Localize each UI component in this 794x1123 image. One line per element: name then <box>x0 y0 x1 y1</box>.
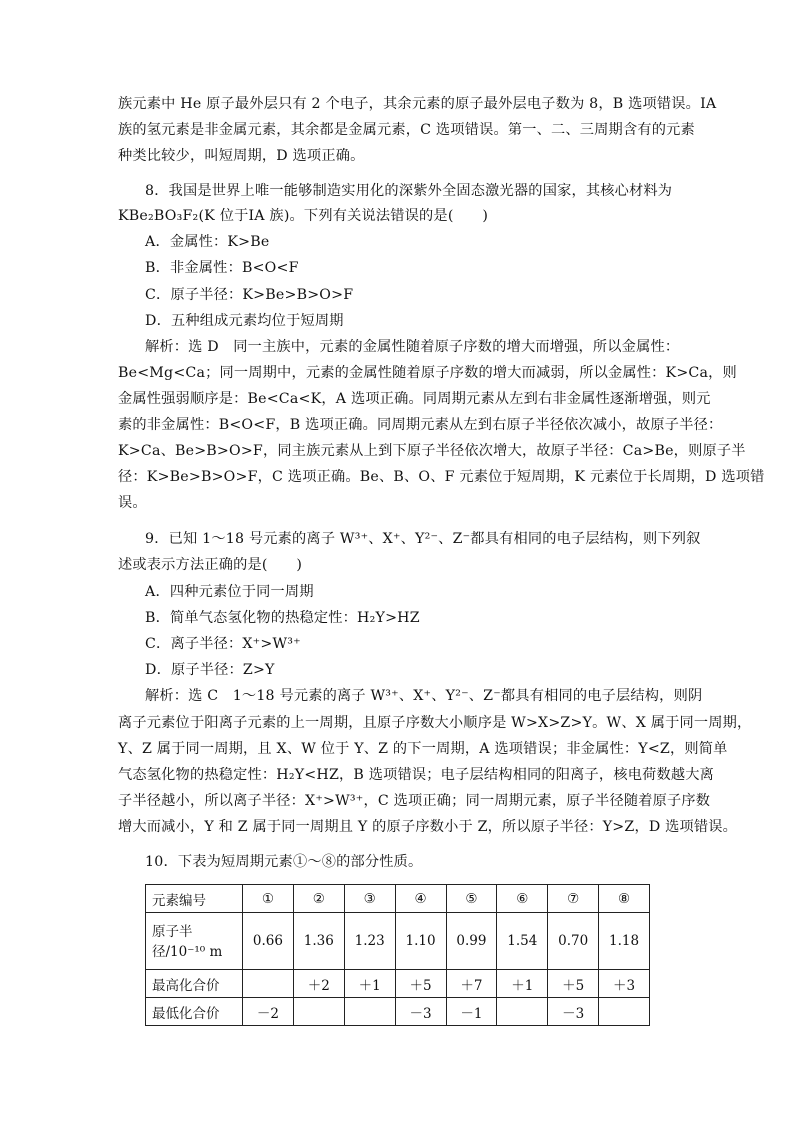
table-cell <box>344 998 395 1026</box>
question-9-stem: 述或表示方法正确的是( ) <box>118 557 303 573</box>
analysis-8: 径：K>Be>B>O>F，C 选项正确。Be、B、O、F 元素位于短周期，K 元素位于长周期，D 选项错 <box>118 469 765 485</box>
table-cell: 0.70 <box>548 913 599 970</box>
table-cell: 1.36 <box>293 913 344 970</box>
option-b: B．简单气态氢化物的热稳定性：H₂Y>HZ <box>145 610 420 626</box>
table-cell: 1.54 <box>497 913 548 970</box>
table-cell: －3 <box>395 998 446 1026</box>
analysis-8: K>Ca、Be>B>O>F，同主族元素从上到下原子半径依次增大，故原子半径：Ca>Be，则原子半 <box>118 443 746 459</box>
table-cell: 0.99 <box>446 913 497 970</box>
element-properties-table <box>145 884 650 1026</box>
table-cell: 1.10 <box>395 913 446 970</box>
table-cell: ③ <box>344 885 395 913</box>
question-8-stem: 8．我国是世界上唯一能够制造实用化的深紫外全固态激光器的国家，其核心材料为 <box>145 183 673 199</box>
table-row <box>146 998 650 1026</box>
table-row <box>146 970 650 998</box>
table-cell: ④ <box>395 885 446 913</box>
table-cell: ＋2 <box>293 970 344 998</box>
analysis-9: 增大而减小，Y 和 Z 属于同一周期且 Y 的原子序数小于 Z，所以原子半径：Y>Z，D 选项错误。 <box>118 819 738 835</box>
table-row <box>146 885 650 913</box>
option-d: D．五种组成元素均位于短周期 <box>145 313 344 329</box>
option-a: A．金属性：K>Be <box>145 234 270 250</box>
table-cell: ＋1 <box>344 970 395 998</box>
option-c: C．离子半径：X⁺>W³⁺ <box>145 636 301 652</box>
option-b: B．非金属性：B<O<F <box>145 260 299 276</box>
table-cell: ⑦ <box>548 885 599 913</box>
table-cell: ① <box>243 885 294 913</box>
text-line: 族元素中 He 原子最外层只有 2 个电子，其余元素的原子最外层电子数为 8，B 选项错误。ⅠA <box>118 96 717 112</box>
table-cell: ② <box>293 885 344 913</box>
row-header: 元素编号 <box>146 885 243 913</box>
table-cell <box>497 998 548 1026</box>
row-header: 最低化合价 <box>146 998 243 1026</box>
row-header: 最高化合价 <box>146 970 243 998</box>
table-cell: －1 <box>446 998 497 1026</box>
option-d: D．原子半径：Z>Y <box>145 662 275 678</box>
table-cell: ⑥ <box>497 885 548 913</box>
table-cell: ⑧ <box>599 885 650 913</box>
analysis-9: 子半径越小，所以离子半径：X⁺>W³⁺，C 选项正确；同一周期元素，原子半径随着原子序数 <box>118 793 711 809</box>
question-8-stem: KBe₂BO₃F₂(K 位于ⅠA 族)。下列有关说法错误的是( ) <box>118 208 489 224</box>
text-line: 种类比较少，叫短周期，D 选项正确。 <box>118 148 365 164</box>
table-cell: 0.66 <box>243 913 294 970</box>
option-c: C．原子半径：K>Be>B>O>F <box>145 287 354 303</box>
analysis-8: Be<Mg<Ca；同一周期中，元素的金属性随着原子序数的增大而减弱，所以金属性：K>Ca，则 <box>118 365 737 381</box>
question-10-stem: 10．下表为短周期元素①～⑧的部分性质。 <box>145 854 423 870</box>
table-cell: ＋5 <box>548 970 599 998</box>
analysis-8: 金属性强弱顺序是：Be<Ca<K，A 选项正确。同周期元素从左到右非金属性逐渐增强，则元 <box>118 391 711 407</box>
table-cell: －3 <box>548 998 599 1026</box>
row-header: 原子半径/10⁻¹⁰ m <box>146 913 243 970</box>
analysis-9: 气态氢化物的热稳定性：H₂Y<HZ，B 选项错误；电子层结构相同的阳离子，核电荷数越大离 <box>118 767 715 783</box>
table-cell: ＋5 <box>395 970 446 998</box>
analysis-9: 解析：选 C 1～18 号元素的离子 W³⁺、X⁺、Y²⁻、Z⁻都具有相同的电子层结构，则阴 <box>145 688 703 704</box>
table-cell: ＋1 <box>497 970 548 998</box>
analysis-8: 误。 <box>118 495 147 511</box>
analysis-8: 解析：选 D 同一主族中，元素的金属性随着原子序数的增大而增强，所以金属性： <box>145 339 680 355</box>
table-cell: 1.23 <box>344 913 395 970</box>
table-cell: ⑤ <box>446 885 497 913</box>
table-cell <box>243 970 294 998</box>
table-cell: ＋7 <box>446 970 497 998</box>
analysis-8: 素的非金属性：B<O<F，B 选项正确。同周期元素从左到右原子半径依次减小，故原子半径： <box>118 417 723 433</box>
table-row <box>146 913 650 970</box>
question-9-stem: 9．已知 1～18 号元素的离子 W³⁺、X⁺、Y²⁻、Z⁻都具有相同的电子层结构，则下列叙 <box>145 531 701 547</box>
table-cell: ＋3 <box>599 970 650 998</box>
table-cell: 1.18 <box>599 913 650 970</box>
analysis-9: Y、Z 属于同一周期，且 X、W 位于 Y、Z 的下一周期，A 选项错误；非金属性：Y<Z，则简单 <box>118 741 728 757</box>
analysis-9: 离子元素位于阳离子元素的上一周期，且原子序数大小顺序是 W>X>Z>Y。W、X 属于同一周期， <box>118 715 752 731</box>
table-cell: －2 <box>243 998 294 1026</box>
option-a: A．四种元素位于同一周期 <box>145 584 314 600</box>
text-line: 族的氢元素是非金属元素，其余都是金属元素，C 选项错误。第一、二、三周期含有的元素 <box>118 122 695 138</box>
table-cell <box>293 998 344 1026</box>
table-cell <box>599 998 650 1026</box>
